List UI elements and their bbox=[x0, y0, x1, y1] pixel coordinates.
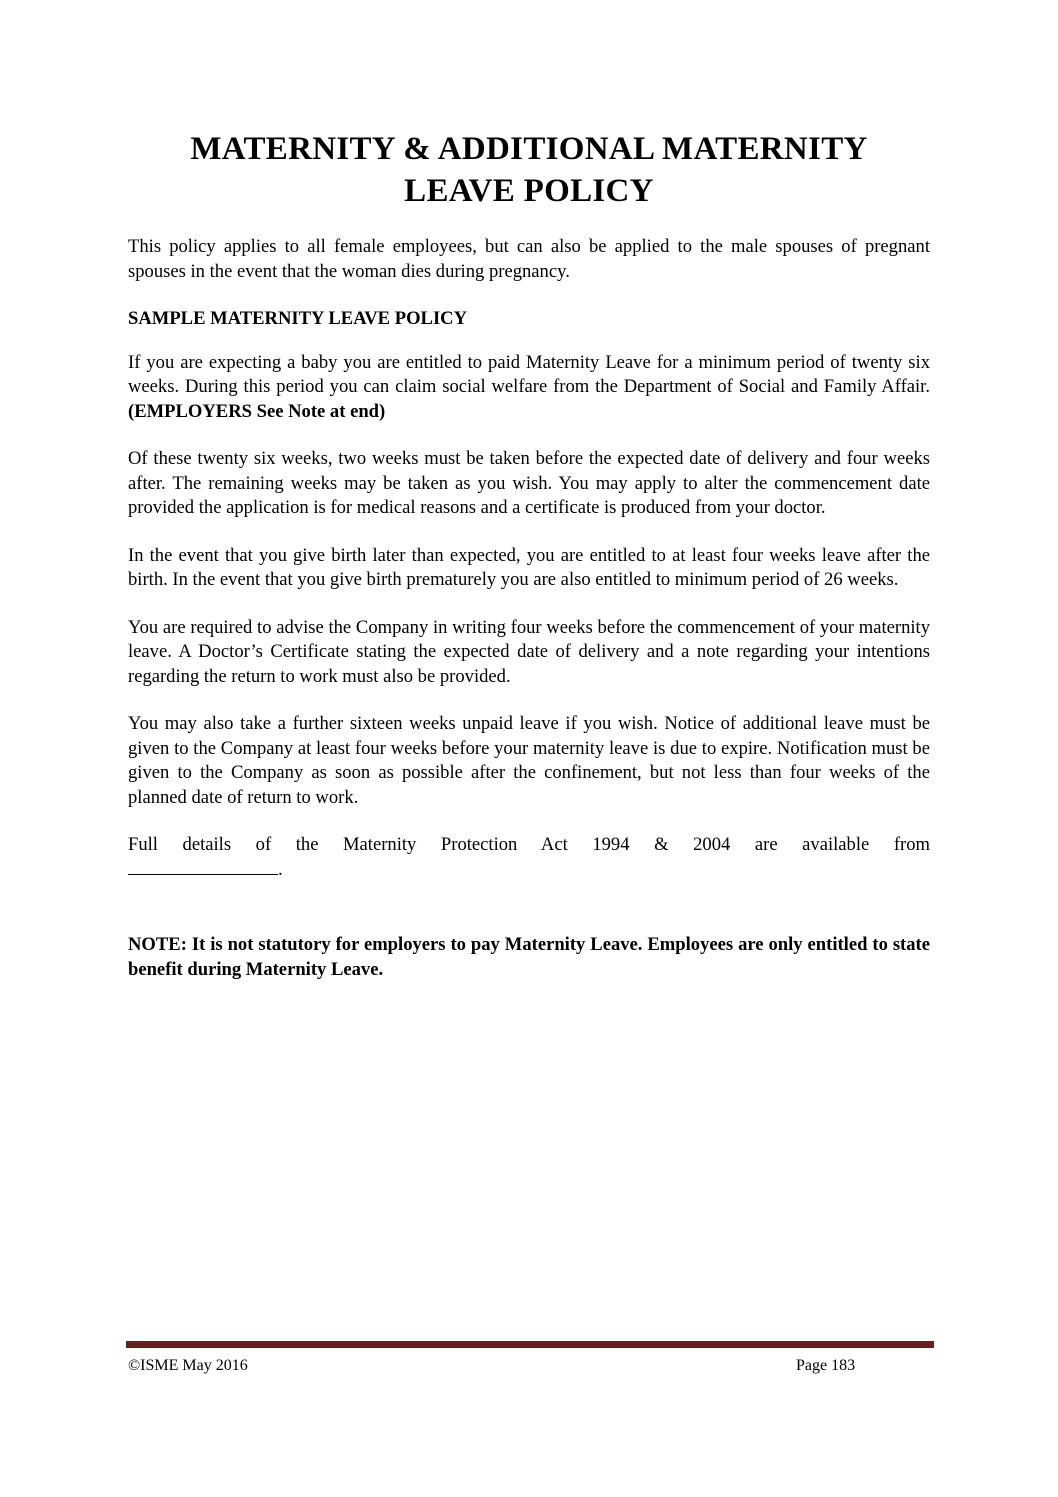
section-heading: SAMPLE MATERNITY LEAVE POLICY bbox=[128, 308, 468, 329]
footer-page-number: Page 183 bbox=[796, 1357, 856, 1374]
footer-rule bbox=[126, 1341, 934, 1348]
document-body bbox=[128, 235, 930, 982]
employers-note-reference: (EMPLOYERS See Note at end) bbox=[128, 400, 386, 422]
blank-line bbox=[128, 859, 278, 875]
full-details-text: Full details of the Maternity Protection Act 1994 & 2004 are available from bbox=[128, 834, 930, 855]
intro-paragraph: This policy applies to all female employees, but can also be applied to the male spouses of pregnant spouses in the event that the woman dies during pregnancy. bbox=[128, 236, 930, 282]
full-details-period: . bbox=[278, 858, 283, 880]
paragraph-birth-timing: In the event that you give birth later than expected, you are entitled to at least four weeks leave after the birth. In the event that you give birth prematurely you are also entitled to minimum period of 26 weeks. bbox=[128, 544, 930, 590]
paragraph-weeks: Of these twenty six weeks, two weeks must be taken before the expected date of delivery and four weeks after. The remaining weeks may be taken as you wish. You may apply to alter the commencement date provided the application is for medical reasons and a certificate is produced from your doctor. bbox=[128, 448, 930, 518]
title-line-1: MATERNITY & ADDITIONAL MATERNITY bbox=[190, 131, 868, 167]
paragraph-entitlement-text: If you are expecting a baby you are entitled to paid Maternity Leave for a minimum period of twenty six weeks. During this period you can claim social welfare from the Department of Social and Family Affair. bbox=[128, 351, 930, 397]
title-line-2: LEAVE POLICY bbox=[404, 173, 654, 209]
footer-copyright: ©ISME May 2016 bbox=[128, 1357, 248, 1374]
full-details-paragraph bbox=[128, 833, 930, 882]
document-title bbox=[128, 128, 930, 212]
paragraph-notice: You are required to advise the Company in writing four weeks before the commencement of your maternity leave. A Doctor’s Certificate stating the expected date of delivery and a note regarding your intentions regarding the return to work must also be provided. bbox=[128, 616, 930, 687]
full-details-line-2 bbox=[128, 858, 930, 883]
paragraph-entitlement bbox=[128, 351, 930, 425]
paragraph-unpaid-leave: You may also take a further sixteen weeks unpaid leave if you wish. Notice of additional leave must be given to the Company at least four weeks before your maternity leave is due to expire. Notification must be given to the Company as soon as possible after the confinement, but not less than four weeks of the planned date of return to work. bbox=[128, 713, 930, 808]
employer-note: NOTE: It is not statutory for employers to pay Maternity Leave. Employees are only entitled to state benefit during Maternity Leave. bbox=[128, 934, 930, 980]
